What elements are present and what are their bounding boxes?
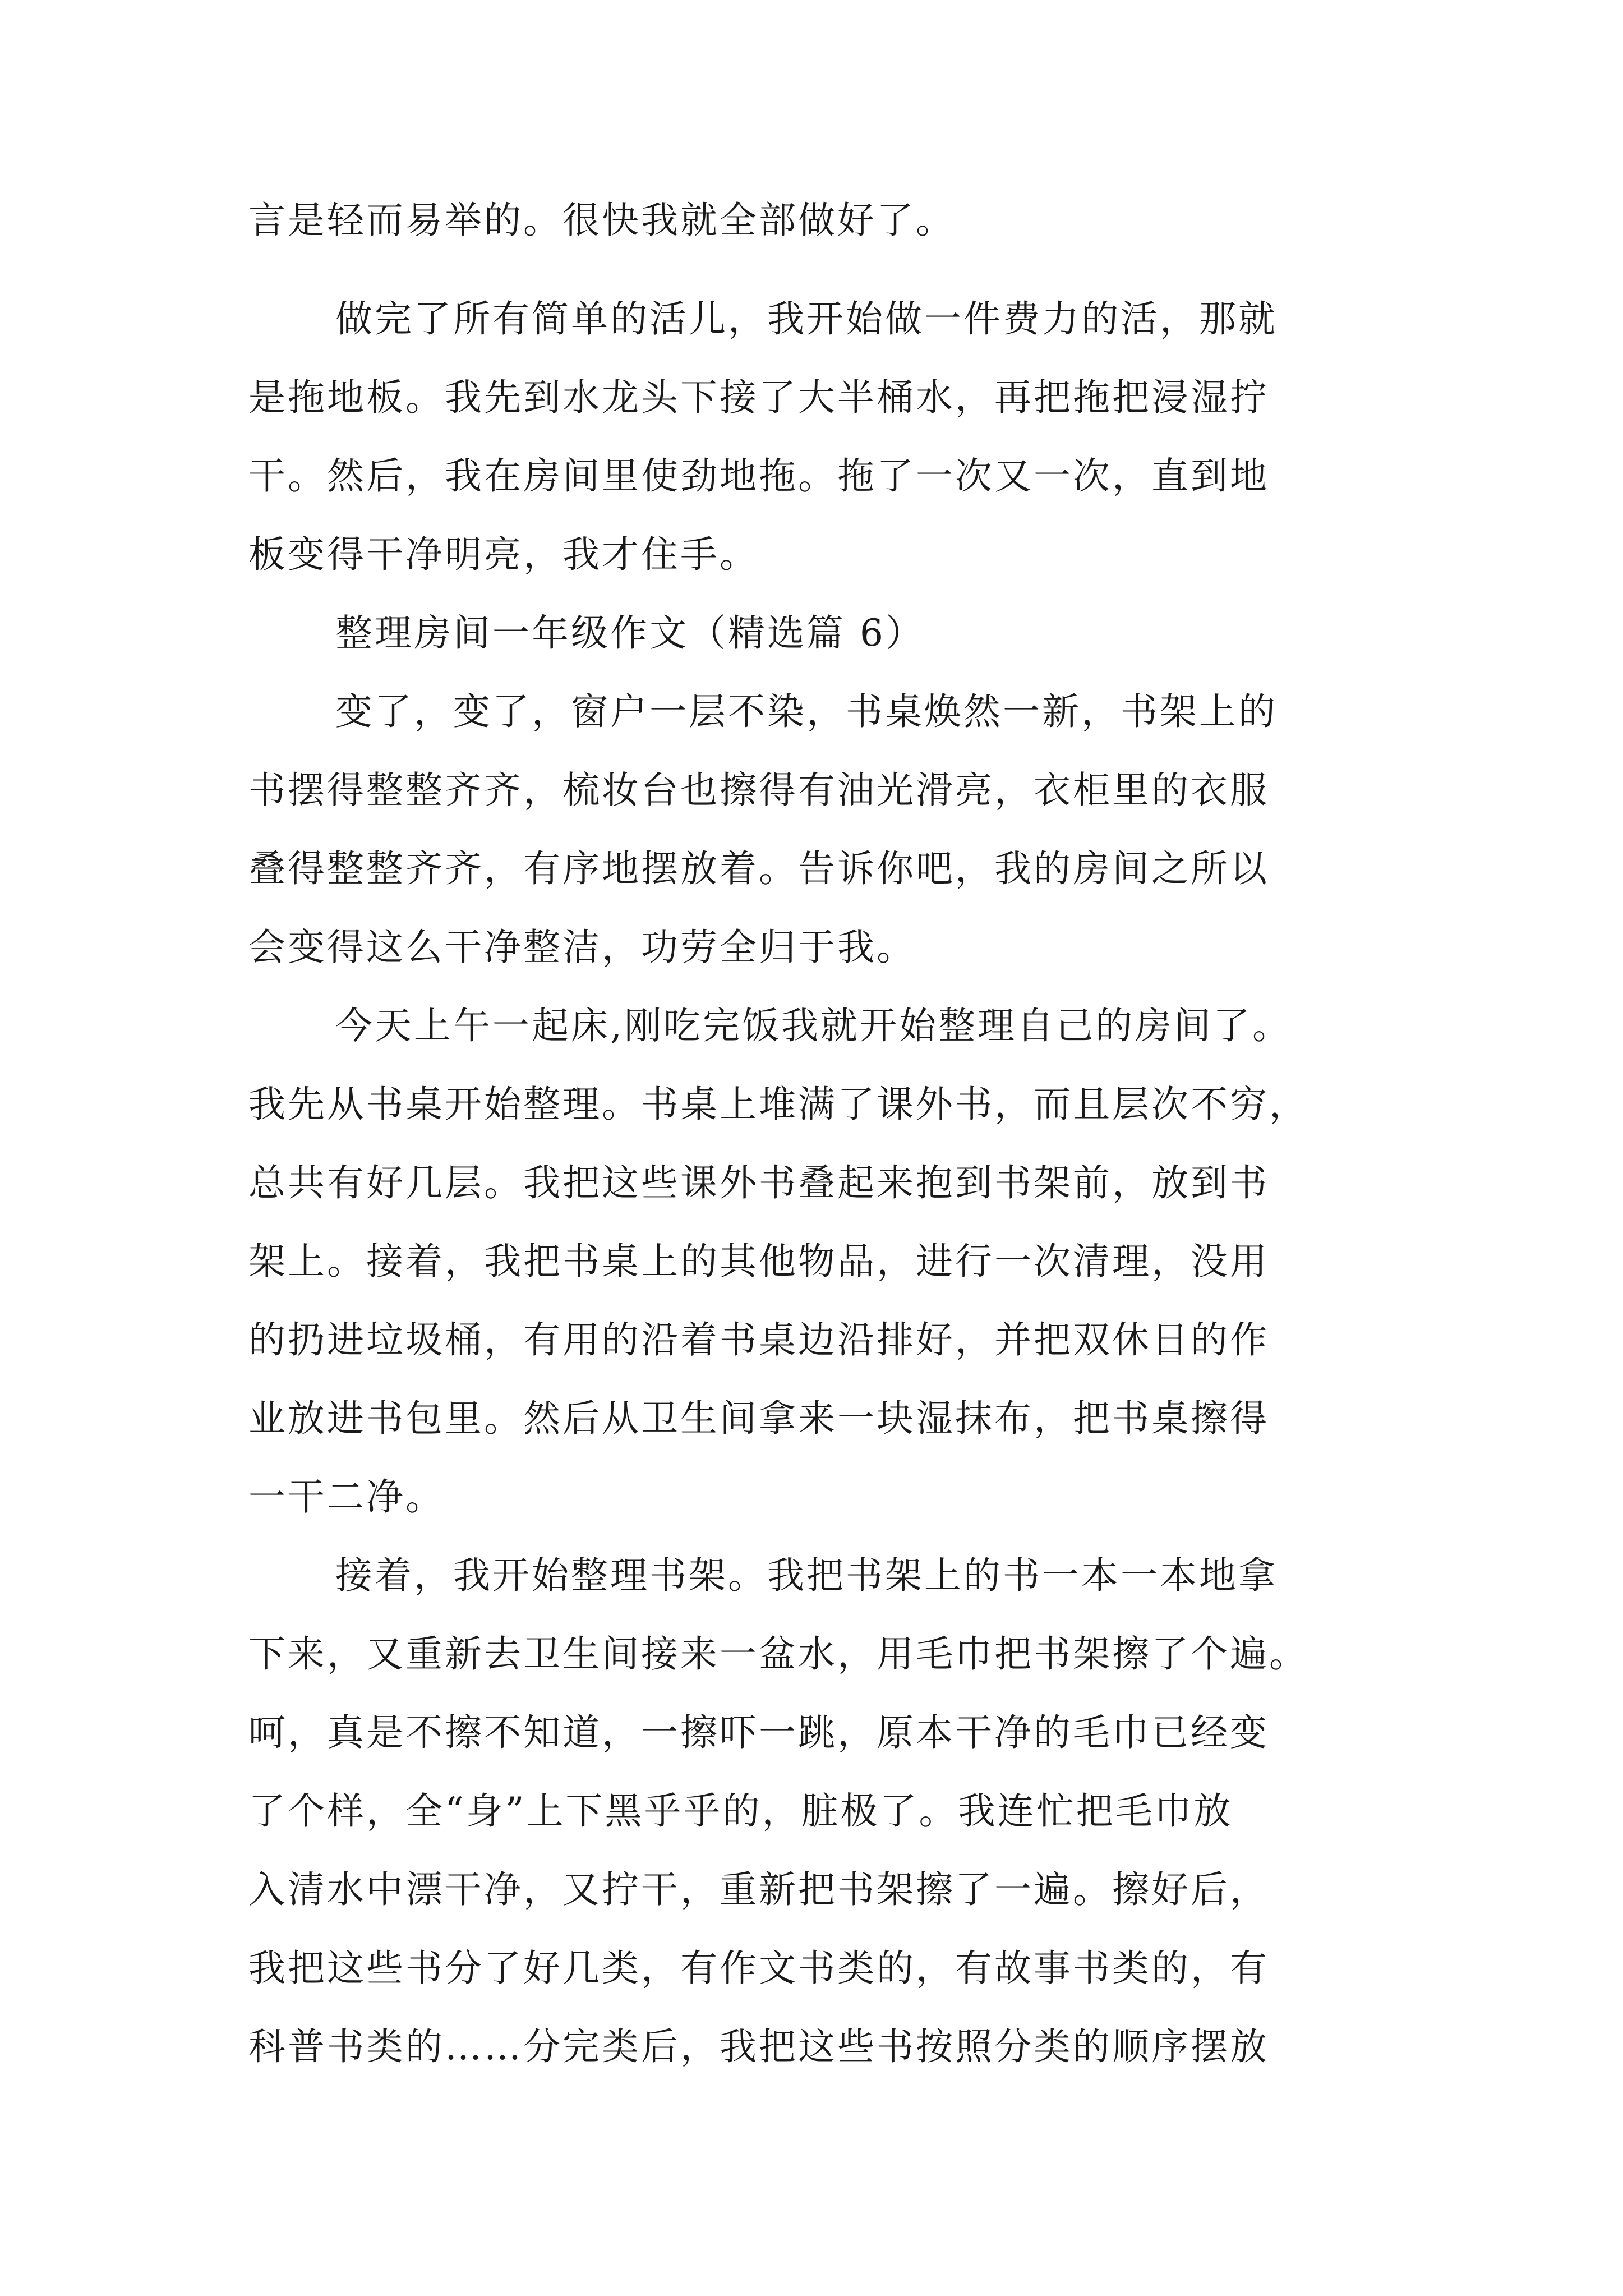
text-line: 书摆得整整齐齐，梳妆台也擦得有油光滑亮，衣柜里的衣服: [248, 769, 1269, 812]
text-line: 会变得这么干净整洁，功劳全归于我。: [248, 926, 916, 969]
paragraph-start-line: 变了，变了，窗户一层不染，书桌焕然一新，书架上的: [335, 690, 1278, 733]
paragraph-start-line: 接着，我开始整理书架。我把书架上的书一本一本地拿: [335, 1554, 1278, 1597]
text-line: 我把这些书分了好几类，有作文书类的，有故事书类的，有: [248, 1947, 1269, 1990]
text-line: 总共有好几层。我把这些课外书叠起来抱到书架前，放到书: [248, 1161, 1269, 1204]
text-line: 了个样，全“身”上下黑乎乎的，脏极了。我连忙把毛巾放: [248, 1789, 1233, 1833]
text-line: 言是轻而易举的。很快我就全部做好了。: [248, 199, 955, 242]
paragraph-start-line: 今天上午一起床,刚吃完饭我就开始整理自己的房间了。: [335, 1004, 1292, 1047]
text-line: 我先从书桌开始整理。书桌上堆满了课外书，而且层次不穷，: [248, 1083, 1308, 1126]
text-line: 的扔进垃圾桶，有用的沿着书桌边沿排好，并把双休日的作: [248, 1318, 1269, 1361]
text-line: 下来，又重新去卫生间接来一盆水，用毛巾把书架擦了个遍。: [248, 1632, 1308, 1676]
text-line: 呵，真是不擦不知道，一擦吓一跳，原本干净的毛巾已经变: [248, 1711, 1269, 1754]
text-line: 叠得整整齐齐，有序地摆放着。告诉你吧，我的房间之所以: [248, 847, 1269, 890]
section-heading: 整理房间一年级作文（精选篇 6）: [335, 611, 925, 655]
text-line: 板变得干净明亮，我才住手。: [248, 533, 759, 576]
text-line: 业放进书包里。然后从卫生间拿来一块湿抹布，把书桌擦得: [248, 1397, 1269, 1440]
paragraph-start-line: 做完了所有简单的活儿，我开始做一件费力的活，那就: [335, 297, 1278, 341]
text-line: 一干二净。: [248, 1475, 445, 1519]
text-line: 架上。接着，我把书桌上的其他物品，进行一次清理，没用: [248, 1240, 1269, 1283]
text-line: 科普书类的……分完类后，我把这些书按照分类的顺序摆放: [248, 2025, 1269, 2068]
text-line: 干。然后，我在房间里使劲地拖。拖了一次又一次，直到地: [248, 454, 1269, 498]
text-line: 入清水中漂干净，又拧干，重新把书架擦了一遍。擦好后，: [248, 1868, 1269, 1911]
text-line: 是拖地板。我先到水龙头下接了大半桶水，再把拖把浸湿拧: [248, 376, 1269, 419]
